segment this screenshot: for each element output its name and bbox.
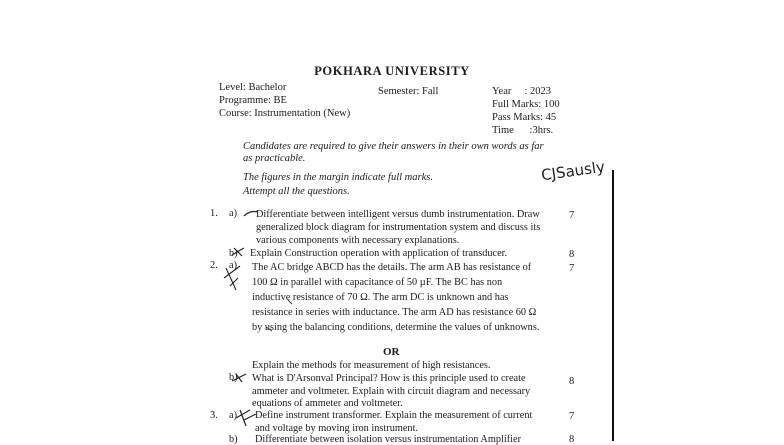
marks-value: 7 bbox=[569, 263, 575, 274]
question-text: various components with necessary explanations. bbox=[256, 235, 460, 246]
pen-cross-mark bbox=[236, 410, 256, 426]
pen-cross-mark bbox=[232, 374, 246, 382]
question-text: 100 Ω in parallel with capacitance of 50 µF. The BC has non bbox=[252, 277, 503, 288]
question-text: Explain Construction operation with application of transducer. bbox=[250, 248, 508, 259]
pass-marks-text: Pass Marks: 45 bbox=[492, 112, 557, 123]
marks-value: 8 bbox=[569, 376, 575, 387]
instruction-line: The figures in the margin indicate full marks. bbox=[243, 172, 433, 183]
pen-cross-mark bbox=[232, 248, 244, 256]
sub-question-label: b) bbox=[229, 372, 238, 383]
question-text: What is D'Arsonval Principal? How is this principle used to create bbox=[252, 373, 526, 384]
question-text: The AC bridge ABCD has the details. The arm AB has resistance of bbox=[252, 262, 532, 273]
pen-tick-mark bbox=[266, 327, 272, 331]
question-text: Differentiate between isolation versus instrumentation Amplifier bbox=[255, 434, 522, 445]
question-text: ammeter and voltmeter. Explain with circuit diagram and necessary bbox=[252, 386, 531, 397]
instruction-line: as practicable. bbox=[243, 153, 306, 164]
handwritten-note: CJSausly bbox=[540, 157, 606, 185]
question-number: 2. bbox=[210, 260, 218, 271]
question-text: Define instrument transformer. Explain the measurement of current bbox=[255, 410, 533, 421]
year-text: Year : 2023 bbox=[492, 86, 552, 97]
sub-question-label: a) bbox=[229, 410, 237, 421]
or-separator: OR bbox=[383, 346, 400, 358]
instruction-line: Candidates are required to give their answers in their own words as far bbox=[243, 141, 544, 152]
sub-question-label: b) bbox=[229, 248, 238, 259]
pen-cross-mark bbox=[224, 266, 240, 290]
full-marks-text: Full Marks: 100 bbox=[492, 99, 560, 110]
question-text: resistance in series with inductance. The arm AD has resistance 60 Ω bbox=[252, 307, 537, 318]
semester-text: Semester: Fall bbox=[378, 86, 439, 97]
programme-text: Programme: BE bbox=[219, 95, 287, 106]
marks-value: 7 bbox=[569, 411, 575, 422]
question-number: 1. bbox=[210, 208, 218, 219]
question-text: by using the balancing conditions, determine the values of unknowns. bbox=[252, 322, 540, 333]
sub-question-label: a) bbox=[229, 260, 237, 271]
question-text: Differentiate between intelligent versus dumb instrumentation. Draw bbox=[256, 209, 540, 220]
pen-tick-mark bbox=[288, 300, 292, 304]
marks-value: 8 bbox=[569, 249, 575, 260]
course-text: Course: Instrumentation (New) bbox=[219, 108, 351, 119]
level-text: Level: Bachelor bbox=[219, 82, 287, 93]
marks-value: 7 bbox=[569, 210, 575, 221]
question-number: 3. bbox=[210, 410, 218, 421]
sub-question-label: a) bbox=[229, 208, 237, 219]
question-text: equations of ammeter and voltmeter. bbox=[252, 398, 403, 409]
sub-question-label: b) bbox=[229, 434, 238, 445]
time-text: Time :3hrs. bbox=[492, 125, 554, 136]
marks-value: 8 bbox=[569, 434, 575, 445]
question-text: inductive resistance of 70 Ω. The arm DC is unknown and has bbox=[252, 292, 509, 303]
question-text: generalized block diagram for instrumentation system and discuss its bbox=[256, 222, 541, 233]
university-title: POKHARA UNIVERSITY bbox=[314, 64, 470, 78]
question-text: and voltage by moving iron instrument. bbox=[255, 423, 419, 434]
instruction-line: Attempt all the questions. bbox=[243, 186, 350, 197]
question-text: Explain the methods for measurement of high resistances. bbox=[252, 360, 491, 371]
pen-tick-mark bbox=[244, 212, 258, 217]
